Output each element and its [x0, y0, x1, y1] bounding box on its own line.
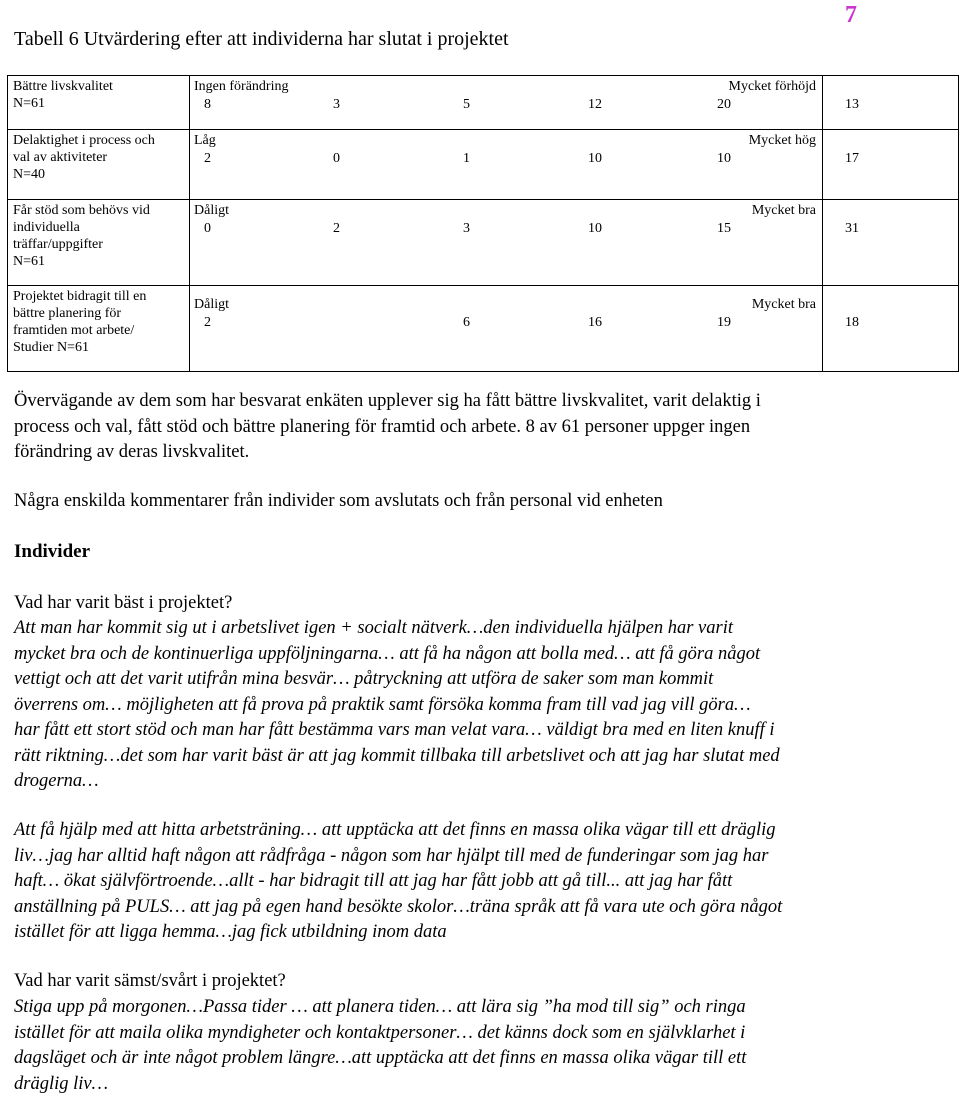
rating-count: 8	[204, 97, 211, 112]
rating-count: 12	[588, 97, 602, 112]
scale-low-label: Dåligt	[194, 297, 229, 312]
row-label-line: Projektet bidragit till en	[13, 289, 147, 304]
answer-paragraph	[14, 995, 944, 1097]
rating-cell	[190, 76, 859, 130]
rating-count: 16	[588, 315, 602, 330]
scale-high-label: Mycket förhöjd	[728, 79, 816, 94]
text-line: istället för att maila olika myndigheter och kontaktpersoner… det känns dock som en självklarhet i	[14, 1022, 746, 1043]
row-label-cell	[8, 130, 190, 200]
comments-intro: Några enskilda kommentarer från individer som avslutats och från personal vid enheten	[14, 491, 663, 511]
rating-count: 0	[204, 221, 211, 236]
row-label-cell	[8, 286, 190, 372]
text-line: överrens om… möjligheten att få prova på praktik samt försöka komma fram till vad jag vill göra…	[14, 694, 751, 715]
answer-paragraph	[14, 616, 944, 795]
text-line: process och val, fått stöd och bättre planering för framtid och arbete. 8 av 61 personer uppger ingen	[14, 416, 751, 437]
row-label-line: N=40	[13, 167, 46, 182]
page-number: 7	[845, 2, 857, 28]
text-line: Övervägande av dem som har besvarat enkäten upplever sig ha fått bättre livskvalitet, varit delaktig i	[14, 391, 761, 411]
table-row	[8, 130, 959, 200]
rating-count: 13	[845, 97, 859, 112]
scale-low-label: Dåligt	[194, 203, 229, 218]
rating-count: 6	[463, 315, 470, 330]
rating-count: 2	[204, 151, 211, 166]
text-line: anställning på PULS… att jag på egen hand besökte skolor…träna språk att få vara ute och göra något	[14, 896, 783, 917]
rating-count: 10	[717, 151, 731, 166]
rating-count: 3	[463, 221, 470, 236]
rating-count: 18	[845, 315, 859, 330]
row-label-cell	[8, 76, 190, 130]
empty-cell	[823, 130, 959, 200]
scale-low-label: Låg	[194, 133, 216, 148]
text-line: drogerna…	[14, 771, 99, 791]
rating-cell	[190, 286, 859, 372]
rating-count: 20	[717, 97, 731, 112]
rating-count: 2	[204, 315, 211, 330]
row-label-line: framtiden mot arbete/	[13, 323, 135, 338]
rating-count: 17	[845, 151, 859, 166]
row-label-cell	[8, 200, 190, 286]
row-label-line: Delaktighet i process och	[13, 133, 155, 148]
empty-cell	[823, 76, 959, 130]
question-worst: Vad har varit sämst/svårt i projektet?	[14, 971, 286, 991]
text-line: istället för att ligga hemma…jag fick utbildning inom data	[14, 922, 447, 942]
rating-count: 3	[333, 97, 340, 112]
answer-paragraph	[14, 818, 944, 946]
rating-count: 31	[845, 221, 859, 236]
question-best: Vad har varit bäst i projektet?	[14, 593, 233, 613]
scale-high-label: Mycket hög	[748, 133, 816, 148]
row-label-line: Bättre livskvalitet	[13, 79, 113, 94]
rating-count: 5	[463, 97, 470, 112]
text-line: rätt riktning…det som har varit bäst är att jag kommit tillbaka till arbetslivet och att jag har slutat med	[14, 745, 780, 766]
text-line: förändring av deras livskvalitet.	[14, 442, 250, 462]
rating-cell	[190, 130, 859, 200]
section-heading: Individer	[14, 541, 91, 562]
table-row	[8, 200, 959, 286]
text-line: liv…jag har alltid haft någon att rådfråga - någon som har hjälpt till med de funderingar som jag har	[14, 845, 769, 866]
empty-cell	[823, 200, 959, 286]
text-line: Att man har kommit sig ut i arbetslivet igen + socialt nätverk…den individuella hjälpen har varit	[14, 618, 733, 638]
row-label-line: Får stöd som behövs vid	[13, 203, 150, 218]
text-line: dräglig liv…	[14, 1073, 109, 1094]
row-label-line: N=61	[13, 254, 46, 269]
text-line: Stiga upp på morgonen…Passa tider … att planera tiden… att lära sig ”ha mod till sig” och ringa	[14, 997, 746, 1017]
row-label-line: individuella	[13, 220, 80, 235]
text-line: har fått ett stort stöd och man har fått bestämma vars man velat vara… väldigt bra med en liten knuff i	[14, 720, 775, 740]
rating-count: 15	[717, 221, 731, 236]
row-label-line: val av aktiviteter	[13, 150, 108, 165]
rating-count: 1	[463, 151, 470, 166]
empty-cell	[823, 286, 959, 372]
rating-count: 10	[588, 221, 602, 236]
rating-count: 0	[333, 151, 340, 166]
rating-count: 10	[588, 151, 602, 166]
text-line: mycket bra och de kontinuerliga uppföljningarna… att få ha någon att bolla med… att få göra något	[14, 643, 761, 664]
text-line: vettigt och att det varit utifrån mina besvär… påtryckning att utföra de saker som man kommit	[14, 669, 714, 689]
scale-low-label: Ingen förändring	[194, 79, 289, 94]
table-title: Tabell 6 Utvärdering efter att individerna har slutat i projektet	[14, 28, 509, 50]
row-label-line: träffar/uppgifter	[13, 237, 103, 252]
scale-high-label: Mycket bra	[751, 297, 816, 312]
table-row	[8, 76, 959, 130]
rating-count: 19	[717, 315, 731, 330]
text-line: haft… ökat självförtroende…allt - har bidragit till att jag har fått jobb att gå till... att jag har fått	[14, 871, 733, 891]
rating-cell	[190, 200, 859, 286]
scale-high-label: Mycket bra	[751, 203, 816, 218]
evaluation-table	[7, 75, 959, 372]
text-line: dagsläget och är inte något problem längre…att upptäcka att det finns en massa olika vägar till ett	[14, 1048, 747, 1068]
text-line: Att få hjälp med att hitta arbetsträning… att upptäcka att det finns en massa olika vägar till ett dräglig	[14, 820, 776, 840]
row-label-line: bättre planering för	[13, 306, 122, 321]
rating-count: 2	[333, 221, 340, 236]
summary-paragraph	[14, 389, 944, 466]
table-row	[8, 286, 959, 372]
row-label-line: N=61	[13, 96, 46, 111]
row-label-line: Studier N=61	[13, 340, 89, 355]
